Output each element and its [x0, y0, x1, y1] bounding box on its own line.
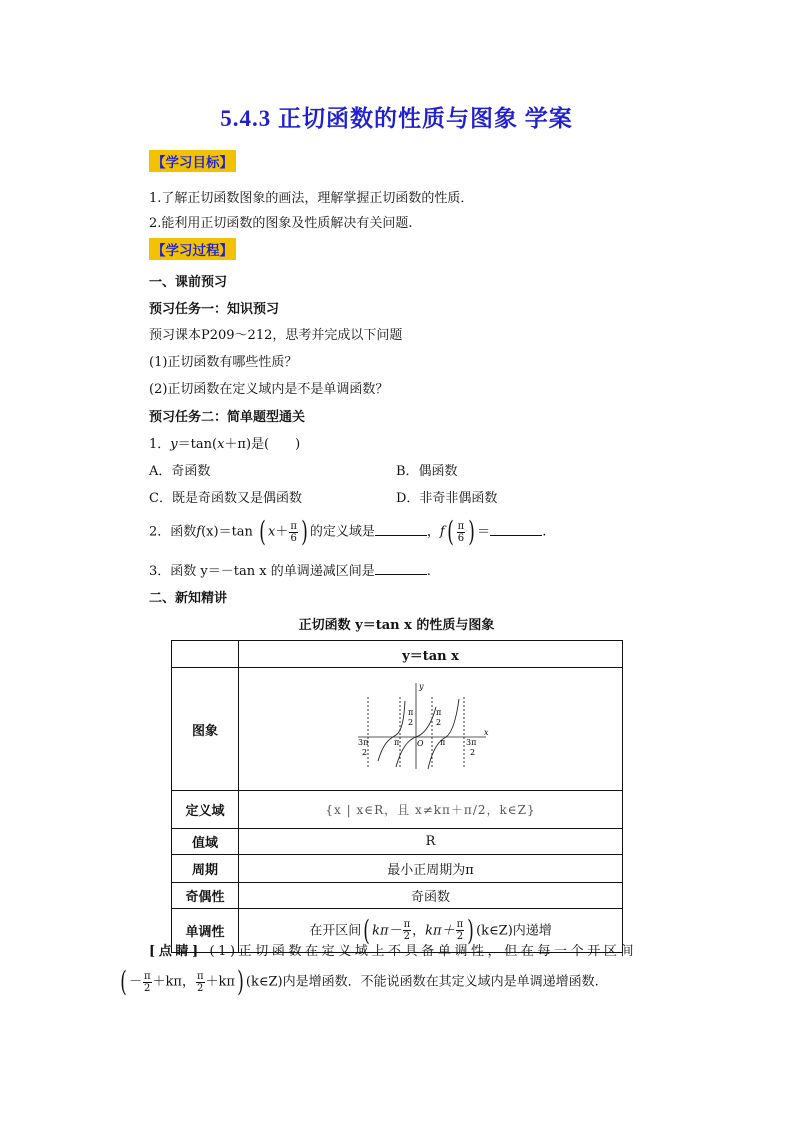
- header-empty-cell: [172, 641, 239, 668]
- section-goals-heading: 【学习目标】: [149, 150, 236, 172]
- tick-pi-right: π: [439, 738, 445, 747]
- answer-blank-2[interactable]: [490, 523, 542, 536]
- option-a: A．奇函数: [149, 464, 211, 479]
- preview-text: 预习课本P209～212，思考并完成以下问题: [149, 328, 403, 343]
- part-2-heading: 二、新知精讲: [149, 591, 228, 606]
- origin-label: O: [416, 739, 424, 748]
- option-b: B．偶函数: [396, 464, 458, 479]
- goal-item-1: 1.了解正切函数图象的画法，理解掌握正切函数的性质．: [149, 191, 474, 206]
- tan-curves: [378, 699, 459, 769]
- tick-two-top-2: 2: [435, 718, 441, 727]
- tick-3pi-right: 3π: [465, 738, 476, 747]
- row-label-domain: 定义域: [172, 791, 239, 829]
- table-header: y＝tan x: [239, 641, 623, 668]
- note-line-2: ( － $\frac{\pi}{2}$ ＋kπ， $\frac{\pi}{2}$ ＋kπ) (k∈Z)内是增函数．不能说函数在其定义域内是单调递增函数.: [120, 965, 599, 998]
- tick-pi-left: π: [393, 738, 399, 747]
- option-c: C．既是奇函数又是偶函数: [149, 491, 302, 506]
- goal-item-2: 2.能利用正切函数的图象及性质解决有关问题.: [149, 216, 413, 231]
- answer-blank-3[interactable]: [375, 562, 427, 575]
- question-2: 2．函数f(x)＝tan ( x＋ $\frac{\pi}{6}$ ) 的定义域是 ，f( $\frac{\pi}{6}$ ) ＝ .: [149, 515, 547, 548]
- section-process-heading: 【学习过程】: [149, 238, 236, 260]
- page-title: 5.4.3 正切函数的性质与图象 学案: [220, 106, 573, 131]
- row-label-monotonicity: 单调性: [172, 909, 239, 953]
- answer-blank-1[interactable]: [375, 523, 427, 536]
- question-1: 1．y＝tan(x＋π)是( ): [149, 437, 301, 452]
- row-label-graph: 图象: [172, 668, 239, 791]
- properties-table: [171, 640, 623, 953]
- task-1-heading: 预习任务一：知识预习: [149, 302, 280, 317]
- graph-cell: [239, 668, 623, 791]
- tick-two-left: 2: [361, 748, 367, 757]
- table-caption: 正切函数 y＝tan x 的性质与图象: [298, 618, 495, 633]
- monotonicity-value: 在开区间( kπ－ $\frac{\pi}{2}$ ，kπ＋ $\frac{\pi}{2}$ ) (k∈Z)内递增: [239, 909, 623, 953]
- preview-question-2: (2)正切函数在定义域内是不是单调函数？: [149, 382, 389, 397]
- preview-question-1: (1)正切函数有哪些性质？: [149, 355, 298, 370]
- part-1-heading: 一、课前预习: [149, 275, 228, 290]
- note-line-1: [点睛] (1)正切函数在定义域上不具备单调性，但在每一个开区间: [149, 944, 638, 959]
- tick-two-top-1: 2: [407, 718, 413, 727]
- parity-value: 奇函数: [239, 883, 623, 909]
- question-3: 3．函数 y＝－tan x 的单调递减区间是 .: [149, 564, 431, 579]
- tick-pi-top-1: π: [407, 708, 413, 717]
- tick-3pi-left: 3π: [357, 738, 368, 747]
- tick-two-right: 2: [469, 748, 475, 757]
- period-value: 最小正周期为π: [239, 855, 623, 883]
- row-label-period: 周期: [172, 855, 239, 883]
- task-2-heading: 预习任务二：简单题型通关: [149, 410, 306, 425]
- x-axis-label: x: [483, 728, 489, 737]
- row-label-range: 值域: [172, 829, 239, 855]
- y-axis-label: y: [418, 682, 424, 691]
- row-label-parity: 奇偶性: [172, 883, 239, 909]
- tick-pi-top-2: π: [435, 708, 441, 717]
- range-value: R: [239, 829, 623, 855]
- option-d: D．非奇非偶函数: [396, 491, 498, 506]
- domain-value: {x | x∈R，且 x≠kπ＋π/2，k∈Z}: [239, 791, 623, 829]
- tan-graph: [356, 679, 506, 779]
